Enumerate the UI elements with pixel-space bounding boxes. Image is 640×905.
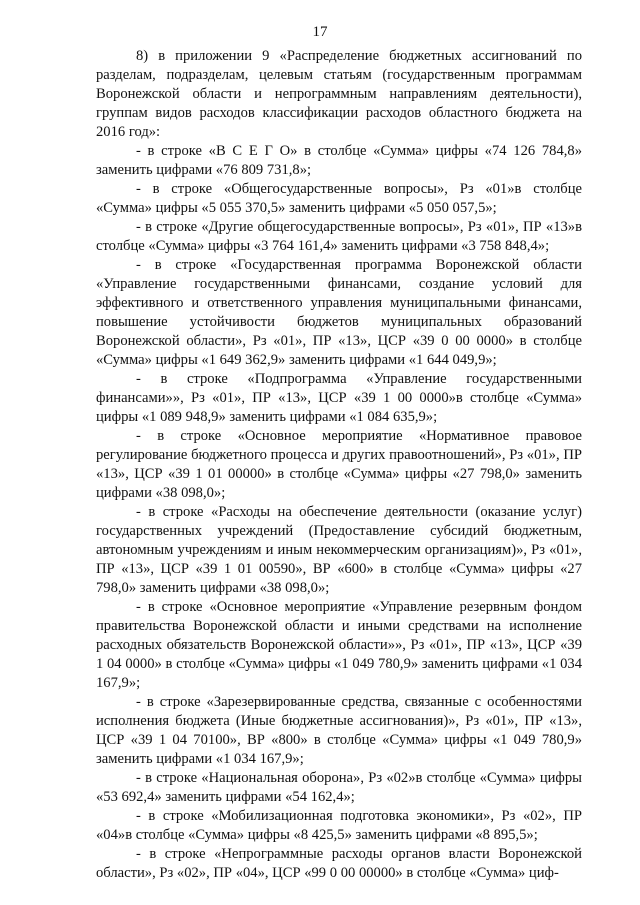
page-number: 17 <box>312 24 328 40</box>
paragraph-item: - в строке «Непрограммные расходы органов власти Воронежской области», Рз «02», ПР «04», ЦСР «99 0 00 00000» в столбце «Сумма» циф- <box>96 846 582 881</box>
paragraph-item: - в строке «Основное мероприятие «Нормативное правовое регулирование бюджетного процесса и других правоотношений», Рз «01», ПР «13», ЦСР «39 1 01 00000» в столбце «Сумма» цифры «27 798,0» заменить цифрами «38 098,0»; <box>96 428 582 501</box>
paragraph-item: - в строке «Общегосударственные вопросы», Рз «01»в столбце «Сумма» цифры «5 055 370,5» заменить цифрами «5 050 057,5»; <box>96 181 582 216</box>
document-body <box>96 47 582 883</box>
paragraph-item: - в строке «В С Е Г О» в столбце «Сумма» цифры «74 126 784,8» заменить цифрами «76 809 731,8»; <box>96 143 582 178</box>
paragraph-item: - в строке «Государственная программа Воронежской области «Управление государственными финансами, создание условий для эффективного и ответственного управления муниципальными финансами, повышение устойчивости бюджетов муниципальных образований Воронежской области», Рз «01», ПР «13», ЦСР «39 0 00 0000» в столбце «Сумма» цифры «1 649 362,9» заменить цифрами «1 644 049,9»; <box>96 257 582 368</box>
paragraph-item: - в строке «Расходы на обеспечение деятельности (оказание услуг) государственных учреждений (Предоставление субсидий бюджетным, автономным учреждениям и иным некоммерческим организациям)», Рз «01», ПР «13», ЦСР «39 1 01 00590», ВР «600» в столбце «Сумма» цифры «27 798,0» заменить цифрами «38 098,0»; <box>96 504 582 596</box>
paragraph-item: - в строке «Мобилизационная подготовка экономики», Рз «02», ПР «04»в столбце «Сумма» цифры «8 425,5» заменить цифрами «8 895,5»; <box>96 808 582 843</box>
paragraph-item: - в строке «Основное мероприятие «Управление резервным фондом правительства Воронежской области и иными средствами на исполнение расходных обязательств Воронежской области»», Рз «01», ПР «13», ЦСР «39 1 04 0000» в столбце «Сумма» цифры «1 049 780,9» заменить цифрами «1 034 167,9»; <box>96 599 582 691</box>
paragraph-item: - в строке «Национальная оборона», Рз «02»в столбце «Сумма» цифры «53 692,4» заменить цифрами «54 162,4»; <box>96 770 582 805</box>
paragraph-intro: 8) в приложении 9 «Распределение бюджетных ассигнований по разделам, подразделам, целевым статьям (государственным программам Воронежской области и непрограммным направлениям деятельности), группам видов расходов классификации расходов областного бюджета на 2016 год»: <box>96 48 582 140</box>
paragraph-item: - в строке «Зарезервированные средства, связанные с особенностями исполнения бюджета (Иные бюджетные ассигнования)», Рз «01», ПР «13», ЦСР «39 1 04 70100», ВР «800» в столбце «Сумма» цифры «1 049 780,9» заменить цифрами «1 034 167,9»; <box>96 694 582 767</box>
paragraph-item: - в строке «Другие общегосударственные вопросы», Рз «01», ПР «13»в столбце «Сумма» цифры «3 764 161,4» заменить цифрами «3 758 848,4»; <box>96 219 582 254</box>
paragraph-item: - в строке «Подпрограмма «Управление государственными финансами»», Рз «01», ПР «13», ЦСР «39 1 00 0000»в столбце «Сумма» цифры «1 089 948,9» заменить цифрами «1 084 635,9»; <box>96 371 582 425</box>
